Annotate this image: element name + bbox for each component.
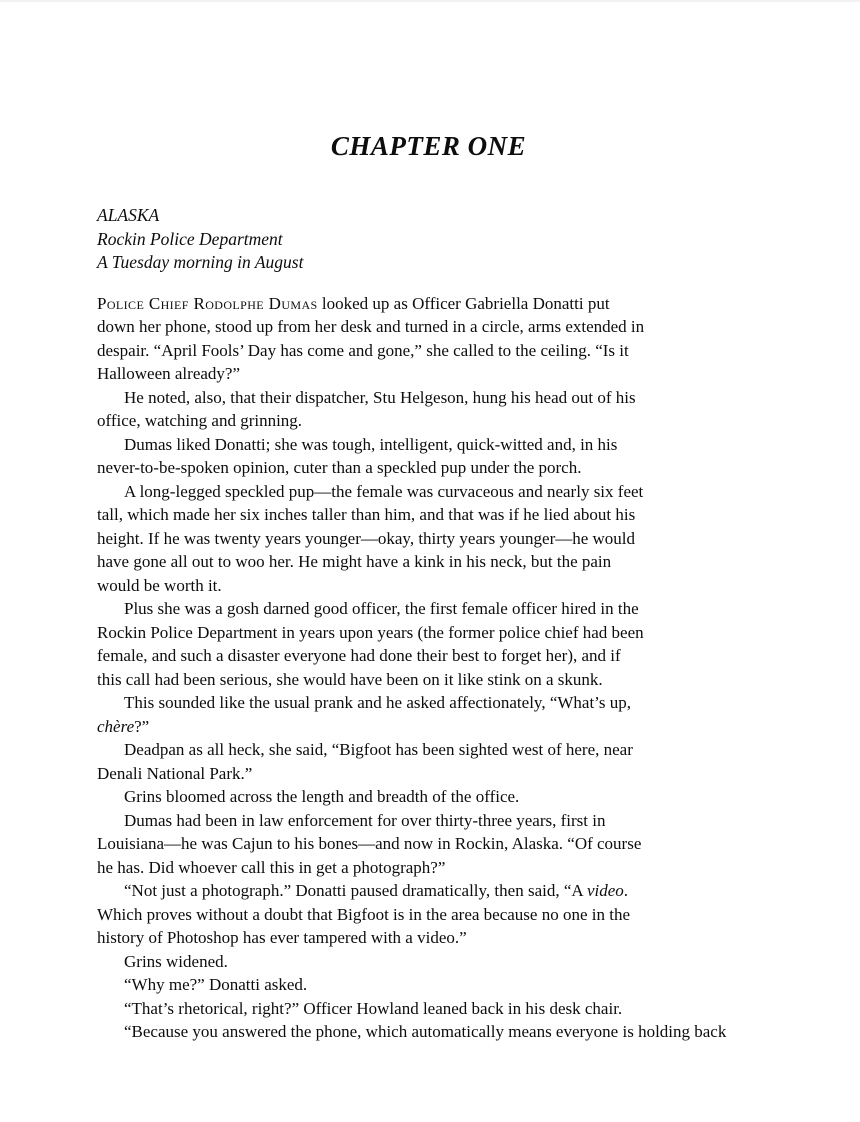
paragraph xyxy=(97,480,797,598)
text-line xyxy=(97,597,797,621)
text-line xyxy=(97,809,797,833)
text-segment: down her phone, stood up from her desk and turned in a circle, arms extended in xyxy=(97,317,645,336)
scene-heading-location: ALASKA xyxy=(97,205,160,225)
scene-heading xyxy=(97,204,797,275)
text-segment: history of Photoshop has ever tampered with a video.” xyxy=(97,928,467,947)
text-segment: Dumas liked Donatti; she was tough, intelligent, quick-witted and, in his xyxy=(124,434,618,454)
text-line xyxy=(97,785,797,809)
text-line xyxy=(97,997,797,1021)
text-segment: Which proves without a doubt that Bigfoot is in the area because no one in the xyxy=(97,904,631,924)
text-segment: chère xyxy=(97,716,135,736)
paragraph xyxy=(97,738,797,785)
paragraph xyxy=(97,386,797,433)
text-segment: office, watching and grinning. xyxy=(97,411,303,430)
text-segment: looked up as Officer Gabriella Donatti put xyxy=(317,293,610,313)
text-line xyxy=(97,738,797,762)
paragraph xyxy=(97,950,797,974)
paragraph xyxy=(97,785,797,809)
text-segment: would be worth it. xyxy=(97,575,222,595)
text-line xyxy=(97,879,797,903)
text-segment: female, and such a disaster everyone had done their best to forget her), and if xyxy=(97,646,621,665)
text-line xyxy=(97,973,797,997)
text-segment: Rockin Police Department in years upon years (the former police chief had been xyxy=(97,622,644,642)
paragraph xyxy=(97,597,797,691)
text-segment: This sounded like the usual prank and he asked affectionately, “What’s up, xyxy=(124,693,632,712)
text-line xyxy=(97,832,797,856)
text-segment: height. If he was twenty years younger—okay, thirty years younger—he would xyxy=(97,528,636,548)
text-line xyxy=(97,668,797,692)
text-segment: never-to-be-spoken opinion, cuter than a speckled pup under the porch. xyxy=(97,458,582,477)
text-segment: “Why me?” Donatti asked. xyxy=(124,975,308,994)
text-line xyxy=(97,644,797,668)
text-line xyxy=(97,715,797,739)
text-line xyxy=(97,456,797,480)
text-segment: A long-legged speckled pup—the female was curvaceous and nearly six feet xyxy=(124,481,644,501)
paragraph xyxy=(97,691,797,738)
text-segment: Deadpan as all heck, she said, “Bigfoot has been sighted west of here, near xyxy=(124,740,633,759)
paragraph xyxy=(97,433,797,480)
text-area xyxy=(97,0,797,1041)
text-line xyxy=(97,856,797,880)
paragraph xyxy=(97,997,797,1021)
text-line xyxy=(97,574,797,598)
paragraph xyxy=(97,1020,797,1044)
text-line xyxy=(97,386,797,410)
text-line xyxy=(97,903,797,927)
text-segment: he has. Did whoever call this in get a photograph?” xyxy=(97,857,446,877)
text-segment: despair. “April Fools’ Day has come and gone,” she called to the ceiling. “Is it xyxy=(97,340,629,360)
paragraph xyxy=(97,809,797,880)
paragraph xyxy=(97,879,797,950)
text-line xyxy=(97,926,797,950)
text-line xyxy=(97,527,797,551)
paragraph xyxy=(97,292,797,386)
text-line xyxy=(97,362,797,386)
text-line xyxy=(97,550,797,574)
text-segment: Grins bloomed across the length and breadth of the office. xyxy=(124,787,520,806)
text-segment: this call had been serious, she would have been on it like stink on a skunk. xyxy=(97,669,603,689)
body-text xyxy=(97,292,797,1044)
text-line xyxy=(97,480,797,504)
text-line xyxy=(97,292,797,316)
text-segment: Halloween already?” xyxy=(97,364,240,383)
text-segment: video xyxy=(586,881,624,900)
text-segment: Dumas had been in law enforcement for over thirty-three years, first in xyxy=(124,810,606,830)
text-segment: have gone all out to woo her. He might have a kink in his neck, but the pain xyxy=(97,552,612,571)
paragraph xyxy=(97,973,797,997)
text-line xyxy=(97,691,797,715)
text-line xyxy=(97,339,797,363)
text-segment: Police Chief Rodolphe Dumas xyxy=(97,293,318,313)
text-segment: tall, which made her six inches taller than him, and that was if he lied about his xyxy=(97,505,636,524)
text-line xyxy=(97,503,797,527)
scene-heading-time: A Tuesday morning in August xyxy=(97,252,304,272)
text-segment: Plus she was a gosh darned good officer, the first female officer hired in the xyxy=(124,599,639,618)
text-segment: Louisiana—he was Cajun to his bones—and now in Rockin, Alaska. “Of course xyxy=(97,834,642,853)
chapter-title: CHAPTER ONE xyxy=(330,131,527,161)
text-segment: “Not just a photograph.” Donatti paused dramatically, then said, “A xyxy=(124,881,587,900)
text-segment: ?” xyxy=(134,716,150,736)
text-line xyxy=(97,762,797,786)
text-segment: Denali National Park.” xyxy=(97,763,253,783)
text-line xyxy=(97,409,797,433)
text-line xyxy=(97,315,797,339)
text-line xyxy=(97,1020,797,1044)
text-segment: Grins widened. xyxy=(124,951,228,971)
text-segment: He noted, also, that their dispatcher, Stu Helgeson, hung his head out of his xyxy=(124,387,636,407)
text-segment: “That’s rhetorical, right?” Officer Howland leaned back in his desk chair. xyxy=(124,998,623,1018)
text-line xyxy=(97,433,797,457)
text-line xyxy=(97,950,797,974)
text-line xyxy=(97,621,797,645)
text-segment: . xyxy=(623,881,629,900)
text-segment: “Because you answered the phone, which automatically means everyone is holding back xyxy=(124,1022,727,1041)
scene-heading-department: Rockin Police Department xyxy=(97,228,283,249)
